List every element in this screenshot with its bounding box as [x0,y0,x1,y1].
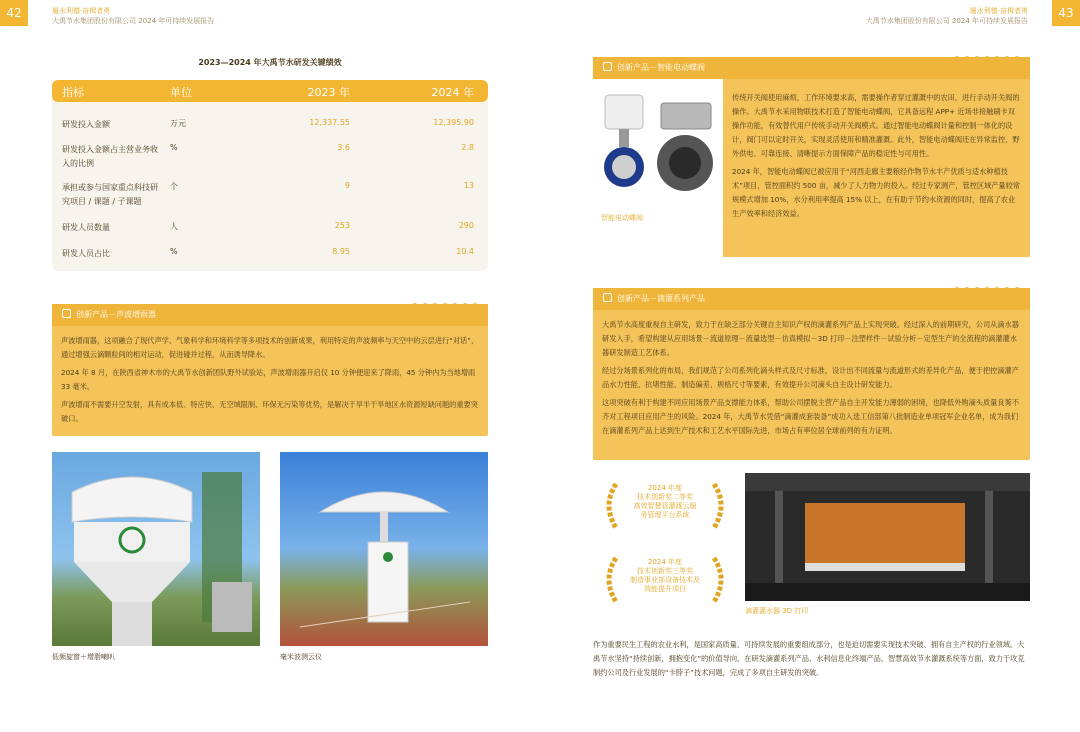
valve-image [599,93,723,205]
row-2023: 253 [334,221,350,230]
paragraph: 经过分场景系列化的布局，我们规范了公司系列化滴头样式及尺寸标准，设计出不同流量与流道形式的差异化产品，便于把控滴灌产品水力性能、抗堵性能、制造偏差、规格尺寸等要素，有效提升公司滴头自主设计研发能力。 [602,366,1019,389]
award-name: 制造事业部设备技术及 [630,576,700,584]
award-name-cont: 效能提升项目 [644,585,686,593]
valve-caption: 智能电动蝶阀 [601,214,643,222]
sound-rain-title: 创新产品－声波增雨器 [52,304,488,326]
row-2024: 2.8 [461,143,474,152]
row-indicator: 研发投入金额占主营业务收入的比例 [62,145,158,168]
cloud-radar-photo [280,452,488,646]
kpi-table [52,80,488,271]
paragraph: 2024 年 8 月，在陕西省神木市的大禹节水创新团队野外试验站，声波增雨器开启仅 10 分钟便迎来了降雨，45 分钟内为当地增雨 33 毫米。 [61,368,476,391]
header-left-tagline: 履水利德·奋楫者勇 [52,7,111,15]
award-year: 2024 年度 [647,558,683,566]
photo-caption-left: 低频旋窗＋增脂喇叭 [52,653,115,661]
award-badge [600,478,730,532]
row-indicator: 研发人员数量 [62,223,110,232]
row-2023: 12,337.55 [309,118,350,127]
award-year: 2024 年度 [647,484,683,492]
award-name-cont: 务管理平台系统 [640,511,690,519]
row-indicator: 研发人员占比 [62,249,110,258]
table-header-2023: 2023 年 [307,86,350,99]
row-2024: 290 [458,221,474,230]
drip-title: 创新产品－滴灌系列产品 [593,288,1030,310]
row-2024: 10.4 [456,247,474,256]
sound-device-photo [52,452,260,646]
paragraph: 声波增雨器，这项融合了现代声学、气象科学和环境科学等多项技术的创新成果，利用特定的声波频率与天空中的云层进行“对话”，通过增强云滴颗粒间的相对运动，促进碰并过程，从而诱导降水。 [61,336,479,359]
header-left-report: 大禹节水集团股份有限公司 2024 年可持续发展报告 [52,17,215,25]
table-header-indicator: 指标 [62,86,84,99]
table-header [52,80,488,102]
header-right-report: 大禹节水集团股份有限公司 2024 年可持续发展报告 [865,17,1028,25]
award-name: 高效智慧管灌溉云服 [633,502,697,510]
row-unit: 万元 [170,119,186,128]
header-right-tagline: 履水利德·奋楫者勇 [969,7,1028,15]
row-unit: % [170,143,178,152]
paragraph: 2024 年，智能电动蝶阀已被应用于“河西走廊主要粮经作物节水丰产优质与适水种植技术”项目，管控面积约 500 亩，减少了人力物力的投入。经过专家测产，管控区域产量较常规模式增加 10%，水分利用率提高 15% 以上，在有助于节约水资源的同时，提高了农业生产效率和经济效益。 [732,167,1020,218]
row-2023: 3.6 [337,143,350,152]
bulb-icon [603,62,612,71]
row-unit: 人 [170,222,178,231]
row-indicator: 承担或参与国家重点科技研究项目 / 课题 / 子课题 [62,183,158,206]
row-indicator: 研发投入金额 [62,120,110,129]
table-header-2024: 2024 年 [431,86,474,99]
bulb-icon [62,309,71,318]
cloud-radar-image [280,452,488,646]
table-header-unit: 单位 [170,86,192,99]
valve-box [593,57,1030,257]
photo-caption-right: 毫米波测云仪 [280,653,322,661]
award-prize: 技术创新奖三等奖 [637,567,693,575]
paragraph: 传统开关阀使用麻烦，工作环境要求高，需要操作者穿过灌溉中的农田，进行手动开关阀的操作。大禹节水采用物联技术打造了智能电动蝶阀，它具备远程 APP+ 近场非接触刷卡双操作功能，有效替代用户传统手动开关阀模式。通过智能电动蝶阀计量和控制一体化的设计，阀门可以定时开关，实现灵活使用和精准灌溉。此外，智能电动蝶阀还在异常监控、野外供电、可靠连接、清晰提示方面保障产品的稳定性与可用性。 [732,93,1020,158]
printer-image [745,473,1030,601]
paragraph: 这项突破有利于构建不同应用场景产品支撑能力体系，帮助公司摆脱主营产品自主开发能力薄弱的困境，也降低外购滴头质量良莠不齐对工程项目应用产生的风险。2024 年，大禹节水凭借“滴灌成套装备”成功入选工信部第八批制造业单项冠军企业名单，成为我们在滴灌系列产品上达到生产技术和工艺水平国际先进，市场占有率位居全球前列的有力证明。 [602,398,1019,435]
page-number-right: 43 [1052,0,1080,26]
table-title: 2023—2024 年大禹节水研发关键绩效 [198,58,342,67]
row-2024: 13 [463,181,474,190]
sound-rain-box [52,304,488,436]
header-right [866,6,1028,26]
bulb-icon [603,293,612,302]
award-prize: 技术创新奖二等奖 [637,493,693,501]
row-unit: % [170,247,178,256]
row-2023: 9 [344,181,350,190]
header-left [52,6,214,26]
summary-paragraph: 作为重要民生工程的农业水利，是国家高质量、可持续发展的重要组成部分，也是迫切需要实现技术突破、拥有自主产权的行业领域。大禹节水坚持“持续创新，拥抱变化”的价值导向，在研发滴灌系列产品、水利信息化终端产品、智慧高效节水灌溉系统等方面，致力于攻克制约公司及行业发展的“卡脖子”技术问题，完成了多项自主研发的突破。 [593,640,1025,677]
award-badge [600,552,730,606]
page-number-left: 42 [0,0,28,26]
row-2023: 8.95 [332,247,350,256]
valve-title: 创新产品－智能电动蝶阀 [593,57,1030,79]
row-2024: 12,395.90 [433,118,474,127]
row-unit: 个 [170,182,178,191]
paragraph: 大禹节水高度重视自主研发，致力于在缺乏部分关键自主知识产权的滴灌系列产品上实现突破。经过深入的前期研究，公司从滴水器研发入手，希望构建从应用场景－流道原理－流量选型－仿真模拟－3D 打印－注塑样件－试验分析－定型生产的全流程的滴灌灌水器研发制造工艺体系。 [602,320,1019,357]
sound-device-image [52,452,260,646]
paragraph: 声波增雨不需要升空发射，具有成本低、特应快、无空域限制、环保无污染等优势，是解决干旱半干旱地区水资源短缺问题的重要突破口。 [61,400,478,423]
valve-body [723,91,1030,225]
printer-caption: 滴灌灌水器 3D 打印 [745,607,809,615]
drip-box [593,288,1030,460]
drip-body [593,318,1030,442]
sound-rain-body [52,334,488,430]
printer-photo [745,473,1030,601]
